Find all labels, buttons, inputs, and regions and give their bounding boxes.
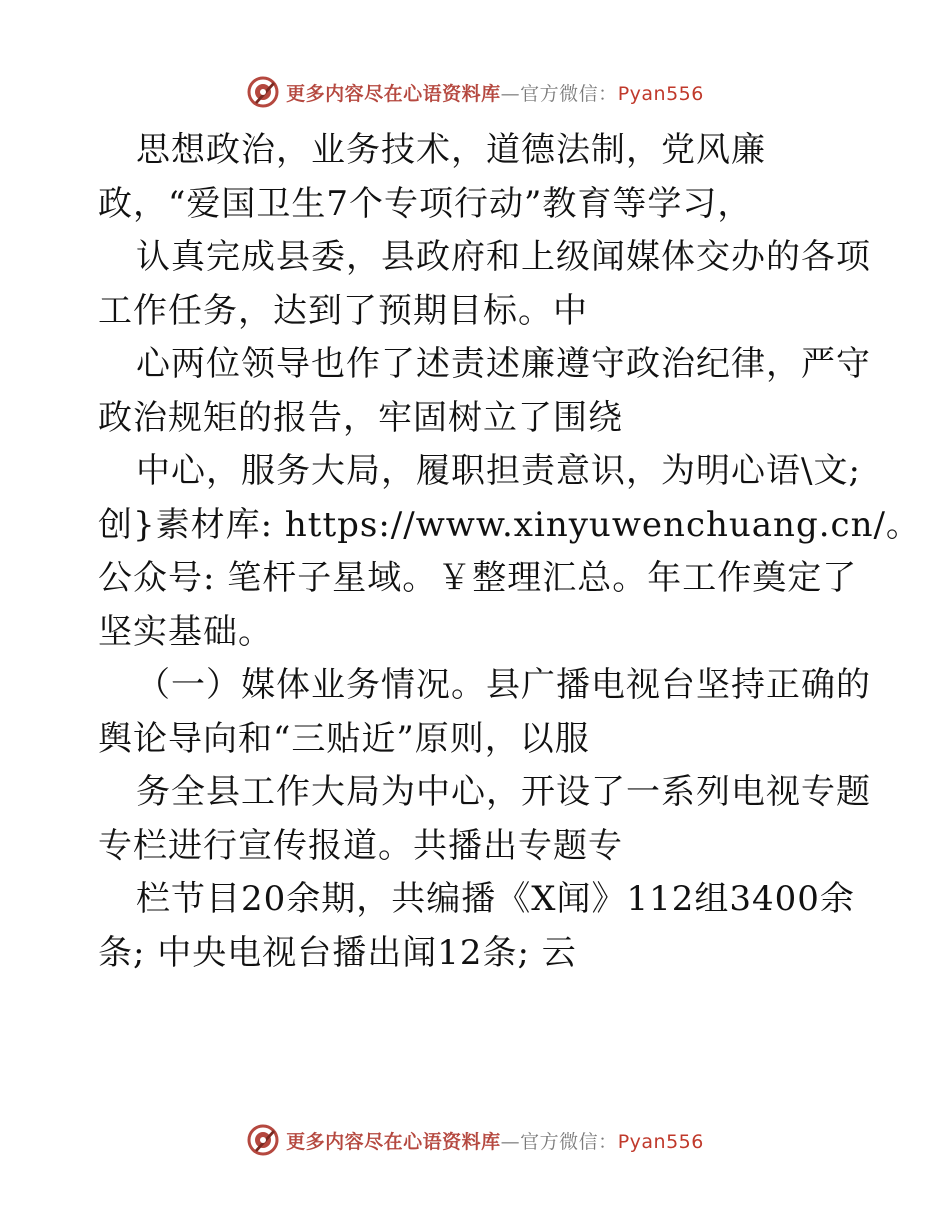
footer-banner xyxy=(0,1120,950,1160)
text-line: 中心，服务大局，履职担责意识，为明心语\文; xyxy=(136,451,861,491)
header-banner-inner xyxy=(246,75,704,109)
text-line: 专栏进行宣传报道。共播出专题专 xyxy=(98,825,623,866)
text-line: 舆论导向和“三贴近”原则，以服 xyxy=(98,718,590,759)
text-line: 思想政治，业务技术，道德法制，党风廉 xyxy=(136,130,766,170)
text-line: 心两位领导也作了述责述廉遵守政治纪律，严守 xyxy=(136,344,871,384)
header-dash: — xyxy=(500,82,521,105)
document-body xyxy=(98,124,921,980)
text-line: 创}素材库: https://www.xinyuwenchuang.cn/。 xyxy=(98,504,921,545)
footer-banner-inner xyxy=(246,1123,704,1157)
header-banner-text xyxy=(286,79,704,106)
header-wechat-label: 官方微信： xyxy=(520,82,618,105)
text-line: 认真完成县委，县政府和上级闻媒体交办的各项 xyxy=(136,237,871,277)
footer-banner-text xyxy=(286,1127,704,1154)
text-line: 政，“爱国卫生7个专项行动”教育等学习， xyxy=(98,183,753,224)
footer-wechat-id: Pyan556 xyxy=(617,1130,704,1153)
text-line: 务全县工作大局为中心，开设了一系列电视专题 xyxy=(136,772,871,812)
footer-site-name: 更多内容尽在心语资料库 xyxy=(286,1130,501,1153)
header-wechat-id: Pyan556 xyxy=(617,82,704,105)
header-banner xyxy=(0,72,950,112)
text-line: 栏节目20余期，共编播《X闻》112组3400余 xyxy=(136,879,855,919)
text-line: 坚实基础。 xyxy=(98,611,273,652)
text-line: 条; 中央电视台播出闻12条; 云 xyxy=(98,932,577,973)
pen-logo-icon xyxy=(246,75,280,109)
text-line: 政治规矩的报告，牢固树立了围绕 xyxy=(98,397,623,438)
header-site-name: 更多内容尽在心语资料库 xyxy=(286,82,501,105)
text-line: 公众号: 笔杆子星域。￥整理汇总。年工作奠定了 xyxy=(98,558,858,598)
pen-logo-icon xyxy=(246,1123,280,1157)
footer-dash: — xyxy=(500,1130,521,1153)
text-line: （一）媒体业务情况。县广播电视台坚持正确的 xyxy=(136,665,871,705)
footer-wechat-label: 官方微信： xyxy=(520,1130,618,1153)
text-line: 工作任务，达到了预期目标。中 xyxy=(98,290,588,331)
